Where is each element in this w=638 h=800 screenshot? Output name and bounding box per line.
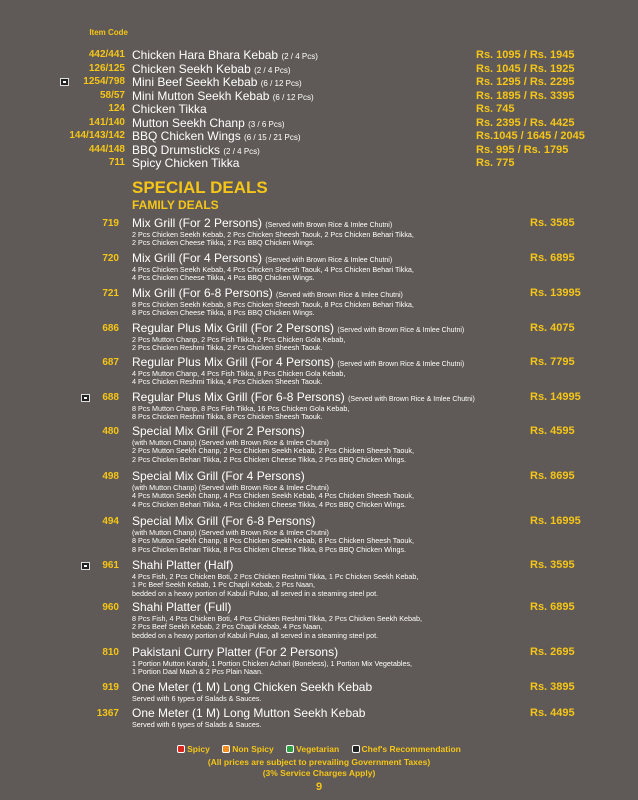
item-pieces: (3 / 6 Pcs) [248,120,285,129]
deal-description-line: (with Mutton Chanp) (Served with Brown Rice & Imlee Chutni) [132,528,329,537]
deal-description-line: 1 Pc Beef Seekh Kebab, 1 Pc Chapli Kebab, 2 Pcs Naan, [132,580,315,590]
item-code: 444/148 [88,144,125,155]
deal-description-line: 2 Pcs Beef Seekh Kebab, 2 Pcs Chapli Kebab, 4 Pcs Naan, [132,622,323,632]
deal-name-text: Special Mix Grill (For 2 Persons) [132,424,305,438]
deal-code: 721 [102,288,119,299]
spicy-icon [177,745,185,753]
deal-code: 687 [102,357,119,368]
item-price: Rs.1045 / 1645 / 2045 [476,130,585,142]
deal-price: Rs. 4075 [530,322,575,334]
item-price: Rs. 2395 / Rs. 4425 [476,117,575,129]
deal-price: Rs. 3895 [530,681,575,693]
item-code: 124 [108,103,125,114]
deal-name-text: Special Mix Grill (For 4 Persons) [132,469,305,483]
item-name-text: Chicken Hara Bhara Kebab [132,48,279,62]
item-price: Rs. 775 [476,157,515,169]
menu-item-row [0,48,638,62]
deal-name-text: Mix Grill (For 6-8 Persons) [132,286,273,300]
item-name [132,75,302,89]
item-price: Rs. 1895 / Rs. 3395 [476,90,575,102]
deal-name [132,424,305,438]
item-pieces: (6 / 15 / 21 Pcs) [244,133,301,142]
deal-price: Rs. 16995 [530,515,581,527]
deal-name [132,321,464,335]
deal-note: (Served with Brown Rice & Imlee Chutni) [265,257,393,264]
deal-name [132,558,233,572]
legend-vegetarian: Vegetarian [296,744,340,754]
item-pieces: (2 / 4 Pcs) [254,66,291,75]
deal-description-line: 2 Pcs Mutton Chanp, 2 Pcs Fish Tikka, 2 Pcs Chicken Gola Kebab, [132,335,346,344]
deal-description-line: 8 Pcs Fish, 4 Pcs Chicken Boti, 4 Pcs Chicken Reshmi Tikka, 2 Pcs Chicken Seekh Kebab, [132,614,423,623]
chef-recommendation-icon [81,562,90,570]
menu-item-row [0,156,638,170]
item-name-text: Chicken Seekh Kebab [132,62,251,76]
deal-code: 961 [102,560,119,571]
item-name [132,156,239,170]
item-name-text: BBQ Chicken Wings [132,129,241,143]
deal-name [132,514,315,528]
item-code: 711 [108,157,125,168]
item-name [132,62,291,76]
menu-item-row [0,102,638,116]
deal-description [132,370,512,387]
item-pieces: (6 / 12 Pcs) [272,93,314,102]
item-name-text: Spicy Chicken Tikka [132,156,240,170]
deal-description-line: 8 Pcs Mutton Chanp, 8 Pcs Fish Tikka, 16 Pcs Chicken Gola Kebab, [132,404,350,413]
menu-item-row [0,89,638,103]
deal-description-line: 8 Pcs Mutton Seekh Chanp, 8 Pcs Chicken Seekh Kebab, 8 Pcs Chicken Sheesh Taouk, [132,536,414,546]
deal-description-line: (with Mutton Chanp) (Served with Brown Rice & Imlee Chutni) [132,483,329,492]
deal-description [132,439,512,464]
deal-name-text: Pakistani Curry Platter (For 2 Persons) [132,645,339,659]
deal-description-line: 2 Pcs Chicken Behari Tikka, 2 Pcs Chicken Cheese Tikka, 2 Pcs BBQ Chicken Wings. [132,454,407,464]
deal-code: 494 [102,516,119,527]
deal-description-line: 4 Pcs Chicken Seekh Kebab, 4 Pcs Chicken Sheesh Taouk, 4 Pcs Chicken Behari Tikka, [132,265,414,274]
item-pieces: (2 / 4 Pcs) [281,52,318,61]
item-name [132,48,318,62]
menu-item-row [0,116,638,130]
deal-description [132,573,512,598]
deal-description-line: 2 Pcs Mutton Seekh Chanp, 2 Pcs Chicken Seekh Kebab, 2 Pcs Chicken Sheesh Taouk, [132,446,414,456]
item-price: Rs. 745 [476,103,515,115]
deal-name [132,251,392,265]
item-name-text: Mini Beef Seekh Kebab [132,75,258,89]
deal-code: 498 [102,471,119,482]
deal-description [132,301,512,318]
deal-name [132,600,231,614]
item-name-text: Mutton Seekh Chanp [132,116,245,130]
deal-description-line: 4 Pcs Chicken Cheese Tikka, 4 Pcs BBQ Chicken Wings. [132,273,315,283]
item-name [132,116,285,130]
deal-price: Rs. 4495 [530,707,575,719]
item-code: 126/125 [88,63,125,74]
deal-price: Rs. 8695 [530,470,575,482]
menu-item-row [0,75,638,89]
deal-description-line: 2 Pcs Chicken Seekh Kebab, 2 Pcs Chicken Sheesh Taouk, 2 Pcs Chicken Behari Tikka, [132,230,414,239]
deal-name [132,286,403,300]
item-price: Rs. 995 / Rs. 1795 [476,144,569,156]
deal-name [132,469,305,483]
deal-description-line: 1 Portion Mutton Karahi, 1 Portion Chicken Achari (Boneless), 1 Portion Mix Vegetables, [132,659,413,668]
deal-code: 1367 [96,708,119,719]
item-name-text: Chicken Tikka [132,102,207,116]
item-pieces: (2 / 4 Pcs) [223,147,260,156]
item-code: 141/140 [88,117,125,128]
deal-code: 686 [102,323,119,334]
deal-description-line: 8 Pcs Chicken Seekh Kebab, 8 Pcs Chicken Sheesh Taouk, 8 Pcs Chicken Behari Tikka, [132,300,414,309]
deal-description [132,721,512,729]
deal-name-text: One Meter (1 M) Long Mutton Seekh Kebab [132,706,366,720]
deal-code: 720 [102,253,119,264]
deal-name-text: Regular Plus Mix Grill (For 6-8 Persons) [132,390,345,404]
deal-description-line: 4 Pcs Chicken Reshmi Tikka, 4 Pcs Chicken Sheesh Taouk. [132,377,323,387]
deal-description-line: 8 Pcs Chicken Behari Tikka, 8 Pcs Chicken Cheese Tikka, 8 Pcs BBQ Chicken Wings. [132,544,407,554]
legend-non-spicy: Non Spicy [232,744,274,754]
deal-name-text: Shahi Platter (Half) [132,558,234,572]
chef-recommendation-icon [81,394,90,402]
item-name-text: BBQ Drumsticks [132,143,221,157]
deal-name-text: Mix Grill (For 2 Persons) [132,216,263,230]
item-name [132,102,207,116]
deal-name [132,645,338,659]
tax-note: (All prices are subject to prevailing Government Taxes) [207,757,431,767]
deal-name [132,706,365,720]
deal-description-line: 4 Pcs Mutton Chanp, 4 Pcs Fish Tikka, 8 Pcs Chicken Gola Kebab, [132,369,346,378]
item-price: Rs. 1045 / Rs. 1925 [476,63,575,75]
deal-description-line: 2 Pcs Chicken Cheese Tikka, 2 Pcs BBQ Chicken Wings. [132,238,315,248]
deal-name-text: Special Mix Grill (For 6-8 Persons) [132,514,316,528]
deal-description-line: 4 Pcs Chicken Behari Tikka, 4 Pcs Chicken Cheese Tikka, 4 Pcs BBQ Chicken Wings. [132,499,407,509]
deal-description-line: 2 Pcs Chicken Reshmi Tikka, 2 Pcs Chicken Sheesh Taouk. [132,343,323,353]
item-name-text: Mini Mutton Seekh Kebab [132,89,270,103]
deal-name [132,216,392,230]
deal-description-line: 1 Portion Daal Mash & 2 Pcs Plain Naan. [132,667,264,677]
deal-note: (Served with Brown Rice & Imlee Chutni) [265,222,393,229]
deal-description [132,529,512,554]
deal-description [132,615,512,640]
deal-code: 919 [102,682,119,693]
deal-note: (Served with Brown Rice & Imlee Chutni) [337,361,465,368]
deal-price: Rs. 2695 [530,646,575,658]
item-price: Rs. 1095 / Rs. 1945 [476,49,575,61]
deal-name-text: Mix Grill (For 4 Persons) [132,251,263,265]
chef-recommendation-icon [60,78,69,86]
deal-description [132,336,512,353]
deal-description-line: bedded on a heavy portion of Kabuli Pulao, all served in a steaming steel pot. [132,630,379,640]
vegetarian-icon [286,745,294,753]
item-code-header: Item Code [89,28,128,37]
deal-description-line: 4 Pcs Mutton Seekh Chanp, 4 Pcs Chicken Seekh Kebab, 4 Pcs Chicken Sheesh Taouk, [132,491,414,501]
deal-code: 480 [102,426,119,437]
non-spicy-icon [222,745,230,753]
deal-name [132,680,372,694]
menu-item-row [0,129,638,143]
deal-code: 810 [102,647,119,658]
item-code: 1254/798 [83,76,125,87]
deal-description [132,266,512,283]
item-name [132,143,260,157]
item-name [132,129,301,143]
deal-description-line: (with Mutton Chanp) (Served with Brown Rice & Imlee Chutni) [132,438,329,447]
deal-description-line: 4 Pcs Fish, 2 Pcs Chicken Boti, 2 Pcs Chicken Reshmi Tikka, 1 Pc Chicken Seekh Kebab, [132,572,419,581]
deal-price: Rs. 7795 [530,356,575,368]
deal-description-line: 8 Pcs Chicken Cheese Tikka, 8 Pcs BBQ Chicken Wings. [132,308,315,318]
item-code: 144/143/142 [69,130,125,141]
deal-note: (Served with Brown Rice & Imlee Chutni) [348,396,475,403]
deal-note: (Served with Brown Rice & Imlee Chutni) [337,327,465,334]
menu-item-row [0,143,638,157]
deal-description [132,405,512,422]
deal-code: 719 [102,218,119,229]
deal-description [132,695,512,703]
deal-description [132,231,512,248]
deal-description-line: bedded on a heavy portion of Kabuli Pulao, all served in a steaming steel pot. [132,588,379,598]
deal-description [132,660,512,677]
special-deals-title: SPECIAL DEALS [132,178,268,197]
deal-code: 688 [102,392,119,403]
item-code: 442/441 [88,49,125,60]
item-pieces: (6 / 12 Pcs) [260,79,302,88]
deal-description [132,484,512,509]
deal-price: Rs. 3585 [530,217,575,229]
item-name [132,89,314,103]
deal-name [132,355,464,369]
deal-price: Rs. 6895 [530,601,575,613]
legend-chef: Chef's Recommendation [361,744,461,754]
item-code: 58/57 [99,90,125,101]
deal-description-line: Served with 6 types of Salads & Sauces. [132,720,262,729]
deal-description-line: Served with 6 types of Salads & Sauces. [132,694,262,703]
deal-description-line: 8 Pcs Chicken Reshmi Tikka, 8 Pcs Chicken Sheesh Taouk. [132,412,323,422]
page-number: 9 [315,781,323,793]
deal-price: Rs. 3595 [530,559,575,571]
deal-price: Rs. 14995 [530,391,581,403]
deal-name-text: Regular Plus Mix Grill (For 2 Persons) [132,321,335,335]
deal-name-text: Shahi Platter (Full) [132,600,232,614]
deal-name-text: Regular Plus Mix Grill (For 4 Persons) [132,355,335,369]
deal-note: (Served with Brown Rice & Imlee Chutni) [276,292,403,299]
deal-price: Rs. 4595 [530,425,575,437]
menu-item-row [0,62,638,76]
family-deals-subtitle: FAMILY DEALS [132,198,219,212]
deal-code: 960 [102,602,119,613]
legend [0,744,638,754]
legend-spicy: Spicy [187,744,210,754]
chef-recommendation-icon [352,745,360,753]
deal-price: Rs. 6895 [530,252,575,264]
service-charge-note: (3% Service Charges Apply) [262,768,376,778]
deal-price: Rs. 13995 [530,287,581,299]
deal-name [132,390,475,404]
item-price: Rs. 1295 / Rs. 2295 [476,76,575,88]
deal-name-text: One Meter (1 M) Long Chicken Seekh Kebab [132,680,373,694]
